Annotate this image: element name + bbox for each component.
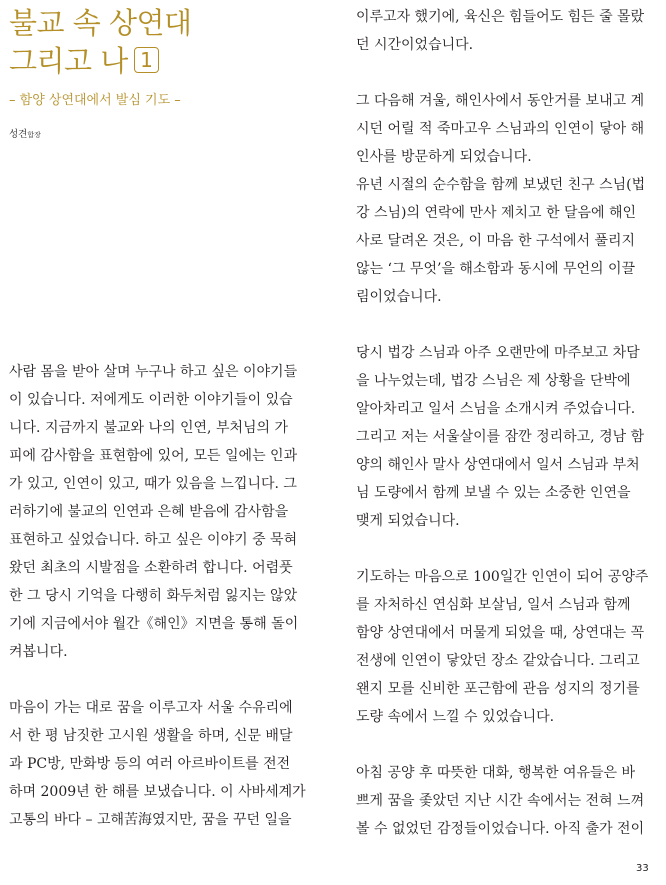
text-line: 그 다음해 겨울, 해인사에서 동안거를 보내고 계 <box>356 93 645 109</box>
text-line: 그리고 저는 서울살이를 잠깐 정리하고, 경남 함 <box>356 429 645 445</box>
text-line: 양의 해인사 말사 상연대에서 일서 스님과 부처 <box>356 457 640 473</box>
text-line: 을 나누었는데, 법강 스님은 제 상황을 단박에 <box>356 373 631 389</box>
title-line-2 <box>9 42 192 80</box>
text-line: 함양 상연대에서 머물게 되었을 때, 상연대는 꼭 <box>356 625 645 641</box>
text-line: 사람 몸을 받아 살며 누구나 하고 싶은 이야기들 <box>9 364 298 380</box>
paragraph-gap <box>356 731 656 759</box>
text-line: 당시 법강 스님과 아주 오랜만에 마주보고 차담 <box>356 345 640 361</box>
paragraph-gap <box>356 59 656 87</box>
author-suffix: 합장 <box>27 131 41 139</box>
title-line-1: 불교 속 상연대 <box>9 6 192 40</box>
text-line: 한 그 당시 기억을 다행히 화두처럼 잃지는 않았 <box>9 588 298 604</box>
text-line: 맺게 되었습니다. <box>356 513 460 529</box>
text-line: 를 자처하신 연심화 보살님, 일서 스님과 함께 <box>356 597 631 613</box>
title-line-2-text: 그리고 나 <box>9 44 128 78</box>
right-text-column <box>356 3 656 843</box>
text-line: 피에 감사함을 표현함에 있어, 모든 일에는 인과 <box>9 448 298 464</box>
text-line: 과 PC방, 만화방 등의 여러 아르바이트를 전전 <box>9 756 291 772</box>
text-line: 서 한 평 남짓한 고시원 생활을 하며, 신문 배달 <box>9 728 293 744</box>
text-line: 왠지 모를 신비한 포근함에 관음 성지의 정기를 <box>356 681 640 697</box>
article-subtitle: – 함양 상연대에서 발심 기도 – <box>9 93 181 108</box>
author-name: 성견 <box>9 129 28 140</box>
paragraph <box>356 339 656 535</box>
text-line: 유년 시절의 순수함을 함께 보냈던 친구 스님(법 <box>356 177 646 193</box>
text-line: 고통의 바다 – 고해苦海였지만, 꿈을 꾸던 일을 <box>9 812 292 828</box>
text-line: 시던 어릴 적 죽마고우 스님과의 인연이 닿아 해 <box>356 121 645 137</box>
text-line: 기도하는 마음으로 100일간 인연이 되어 공양주 <box>356 569 649 585</box>
text-line: 니다. 지금까지 불교와 나의 인연, 부처님의 가 <box>9 420 289 436</box>
paragraph-gap <box>9 666 309 694</box>
text-line: 님 도량에서 함께 보낼 수 있는 소중한 인연을 <box>356 485 631 501</box>
text-line: 러하기에 불교의 인연과 은혜 받음에 감사함을 <box>9 504 289 520</box>
paragraph <box>9 358 309 666</box>
paragraph <box>356 3 656 59</box>
text-line: 전생에 인연이 닿았던 장소 같았습니다. 그리고 <box>356 653 640 669</box>
series-number-badge: 1 <box>134 47 159 73</box>
text-line: 림이었습니다. <box>356 289 442 305</box>
text-line: 강 스님)의 연락에 만사 제치고 한 달음에 해인 <box>356 205 637 221</box>
text-line: 가 있고, 인연이 있고, 때가 있음을 느낍니다. 그 <box>9 476 297 492</box>
paragraph <box>356 563 656 731</box>
text-line: 마음이 가는 대로 꿈을 이루고자 서울 수유리에 <box>9 700 293 716</box>
author-byline <box>9 126 41 140</box>
paragraph <box>356 87 656 311</box>
text-line: 하며 2009년 한 해를 보냈습니다. 이 사바세계가 <box>9 784 306 800</box>
paragraph <box>9 694 309 834</box>
text-line: 도량 속에서 느낄 수 있었습니다. <box>356 709 555 725</box>
text-line: 표현하고 싶었습니다. 하고 싶은 이야기 중 묵혀 <box>9 532 298 548</box>
paragraph <box>356 759 656 843</box>
text-line: 볼 수 없었던 감정들이었습니다. 아직 출가 전이 <box>356 821 645 837</box>
text-line: 않는 ‘그 무엇’을 해소함과 동시에 무언의 이끌 <box>356 261 636 277</box>
page-number: 33 <box>636 863 649 874</box>
text-line: 사로 달려온 것은, 이 마음 한 구석에서 풀리지 <box>356 233 636 249</box>
text-line: 인사를 방문하게 되었습니다. <box>356 149 532 165</box>
paragraph-gap <box>356 311 656 339</box>
article-title <box>9 4 192 80</box>
text-line: 왔던 최초의 시발점을 소환하려 합니다. 어렴풋 <box>9 560 293 576</box>
text-line: 아침 공양 후 따뜻한 대화, 행복한 여유들은 바 <box>356 765 636 781</box>
text-line: 기에 지금에서야 월간《해인》지면을 통해 돌이 <box>9 616 299 632</box>
text-line: 던 시간이었습니다. <box>356 37 474 53</box>
text-line: 쁘게 꿈을 좇았던 지난 시간 속에서는 전혀 느껴 <box>356 793 645 809</box>
paragraph-gap <box>356 535 656 563</box>
text-line: 이 있습니다. 저에게도 이러한 이야기들이 있습 <box>9 392 293 408</box>
text-line: 이루고자 했기에, 육신은 힘들어도 힘든 줄 몰랐 <box>356 9 645 25</box>
text-line: 알아차리고 일서 스님을 소개시켜 주었습니다. <box>356 401 636 417</box>
left-text-column <box>9 358 309 834</box>
text-line: 켜봅니다. <box>9 644 68 660</box>
